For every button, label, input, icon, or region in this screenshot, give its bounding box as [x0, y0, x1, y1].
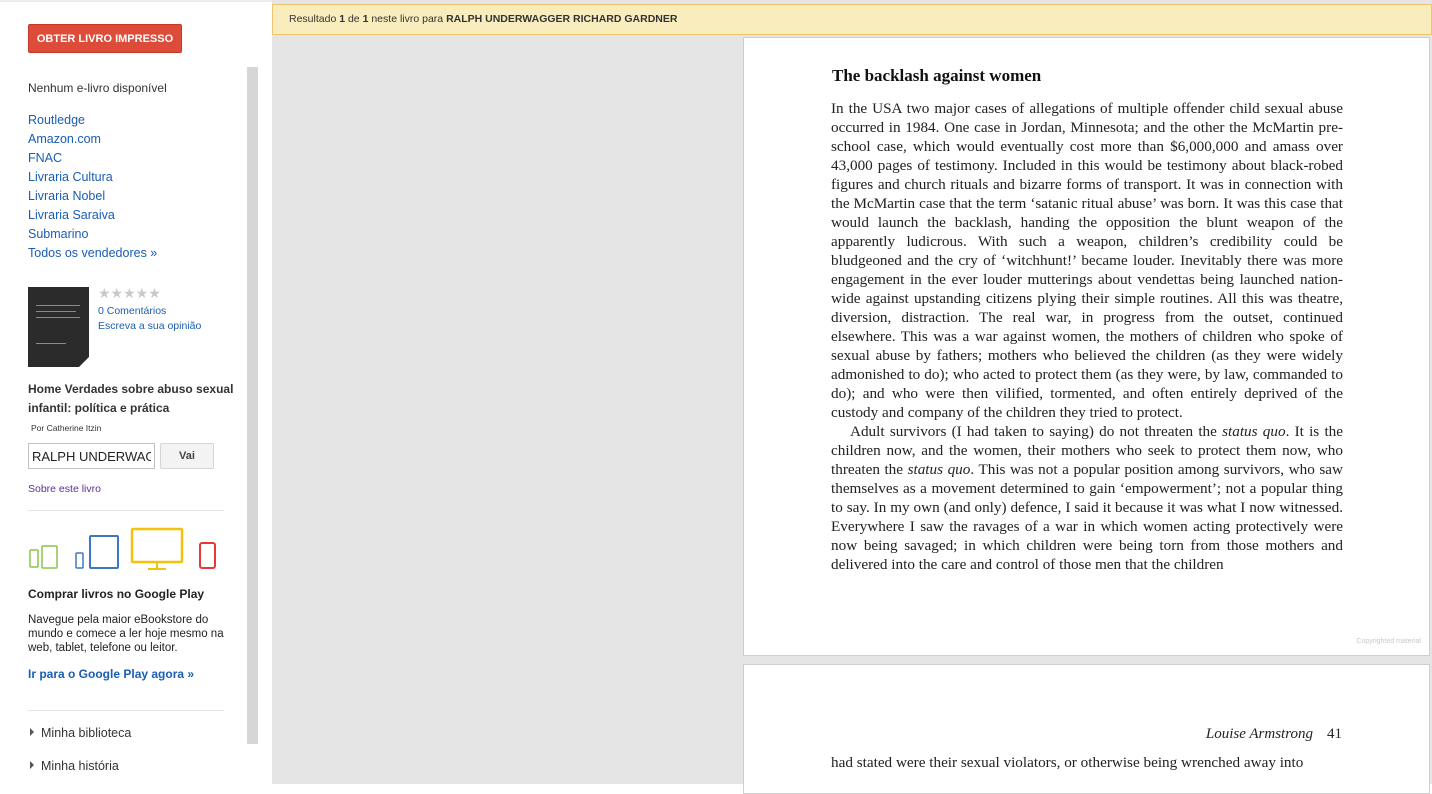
- page-body-text: [831, 99, 1343, 574]
- google-play-description: Navegue pela maior eBookstore do mundo e comece a ler hoje mesmo na web, tablet, telefone ou leitor.: [28, 614, 224, 654]
- search-in-book-input[interactable]: [28, 443, 155, 469]
- seller-link-amazon[interactable]: Amazon.com: [28, 132, 101, 146]
- no-ebook-label: Nenhum e-livro disponível: [28, 81, 167, 95]
- page-body-text: had stated were their sexual violators, or otherwise being wrenched away into: [831, 754, 1304, 771]
- book-cover-thumbnail[interactable]: [28, 287, 89, 367]
- divider: [28, 710, 224, 711]
- write-review-link[interactable]: Escreva a sua opinião: [98, 320, 202, 332]
- menu-my-library[interactable]: [30, 726, 131, 740]
- result-query: RALPH UNDERWAGGER RICHARD GARDNER: [446, 13, 678, 25]
- menu-my-history-label: Minha história: [41, 759, 119, 773]
- seller-list: [28, 112, 157, 264]
- running-header-author: Louise Armstrong: [1205, 726, 1313, 742]
- paragraph: In the USA two major cases of allegations of multiple offender child sexual abuse occurred in 1984. One case in Jordan, Minnesota; and the other the McMartin pre-school case, which would eventually cost more than $6,000,000 and amass over 43,000 pages of testimony. Included in this would be testimony about black-robed figures and church rituals and bizarre forms of transport. It was in connection with the McMartin case that the term ‘satanic ritual abuse’ was born. It was this case that would launch the backlash, handing the opposition the blunt weapon of the apparently ludicrous. With such a weapon, children’s credibility could be bludgeoned and the cry of ‘witchhunt!’ became louder. Inevitably there was more engagement in the ever louder mutterings about vendettas being launched nation-wide against upstanding citizens plying their simple routines. All this was theatre, diversion, distraction. The real war, in progress from the outset, continued elsewhere. This was a war against women, the mothers of children who spoke of sexual abuse by fathers; mothers who believed the children (as they were widely admonished to do); who acted to protect them (as they were, by law, commanded to do); and who were then vilified, tormented, and often entirely deprived of the custody and company of the children they tried to protect.: [831, 100, 1343, 421]
- search-go-button[interactable]: Vai: [160, 443, 214, 469]
- seller-link-livraria-saraiva[interactable]: Livraria Saraiva: [28, 208, 115, 222]
- sidebar-scrollbar[interactable]: [247, 67, 258, 744]
- book-author: Por Catherine Itzin: [31, 423, 102, 433]
- paragraph: Adult survivors (I had taken to saying) do not threaten the status quo. It is the children now, and the women, their mothers who seek to protect them now, who threaten the status quo. This was not a popular position among survivors, who saw themselves as a movement determined to gain ‘empowerment’; not a popular thing to say. In my own (and only) defence, I said it because it was what I now witnessed. Everywhere I saw the ravages of a war in which women acting protectively were now being savaged; in which children were being torn from those mothers and delivered into the care and control of those men that the children: [831, 423, 1343, 573]
- result-mid: neste livro para: [371, 13, 444, 25]
- search-result-bar: [272, 4, 1432, 35]
- menu-my-library-label: Minha biblioteca: [41, 726, 132, 740]
- reviews-link[interactable]: 0 Comentários: [98, 305, 167, 317]
- devices-icon: [28, 526, 228, 574]
- copyright-notice: Copyrighted material: [1356, 638, 1421, 645]
- get-print-book-button[interactable]: OBTER LIVRO IMPRESSO: [28, 24, 182, 53]
- result-prefix: Resultado: [289, 13, 337, 25]
- all-sellers-link[interactable]: Todos os vendedores »: [28, 246, 158, 260]
- seller-link-livraria-cultura[interactable]: Livraria Cultura: [28, 170, 113, 184]
- google-play-title: Comprar livros no Google Play: [28, 587, 205, 601]
- running-header: [832, 726, 1342, 743]
- seller-link-submarino[interactable]: Submarino: [28, 227, 89, 241]
- seller-link-livraria-nobel[interactable]: Livraria Nobel: [28, 189, 106, 203]
- sidebar: [0, 0, 260, 784]
- rating-stars: ★★★★★: [98, 285, 161, 301]
- book-viewer: [272, 0, 1432, 784]
- about-book-link[interactable]: Sobre este livro: [28, 483, 101, 495]
- menu-my-history[interactable]: [30, 759, 119, 773]
- google-play-link[interactable]: Ir para o Google Play agora »: [28, 667, 195, 681]
- section-heading: The backlash against women: [832, 66, 1042, 85]
- book-page: [743, 664, 1430, 794]
- expand-triangle-icon: [30, 728, 34, 736]
- result-current: 1: [339, 13, 346, 25]
- book-page: [743, 37, 1430, 656]
- book-title: Home Verdades sobre abuso sexual infantil: política e prática: [28, 382, 234, 415]
- seller-link-fnac[interactable]: FNAC: [28, 151, 63, 165]
- top-divider: [0, 0, 272, 2]
- page-number: 41: [1327, 726, 1342, 742]
- result-total: 1: [362, 13, 369, 25]
- seller-link-routledge[interactable]: Routledge: [28, 113, 85, 127]
- expand-triangle-icon: [30, 761, 34, 769]
- result-of: de: [347, 13, 360, 25]
- divider: [28, 510, 224, 511]
